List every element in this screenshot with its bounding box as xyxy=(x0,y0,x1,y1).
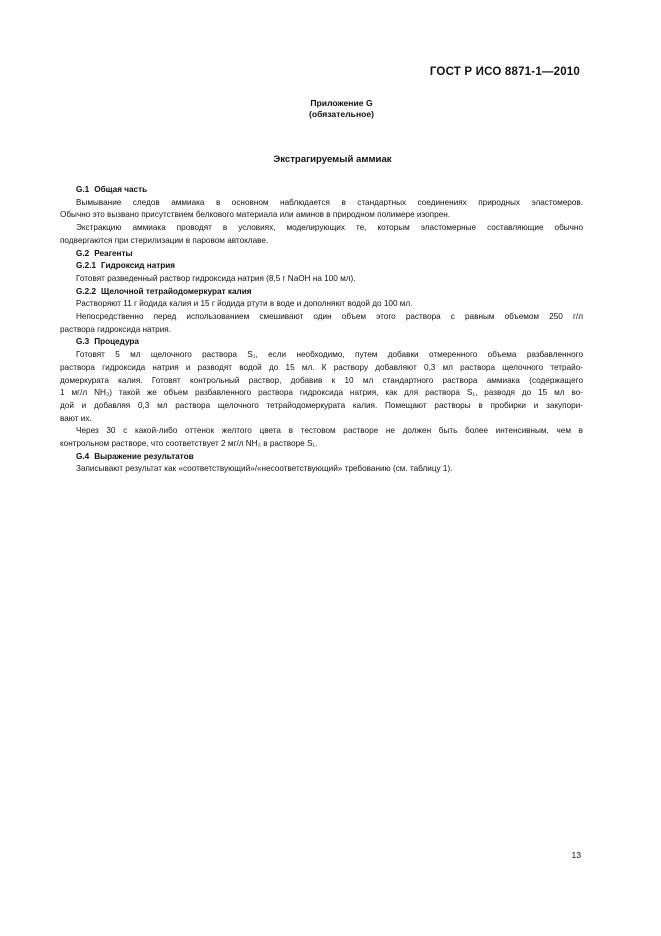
standard-code: ГОСТ Р ИСО 8871-1—2010 xyxy=(429,66,580,78)
text-line: домеркурата калия. Готовят контрольный раствор, добавив к 10 мл стандартного раствора аммиака (содержащего xyxy=(60,375,583,385)
text-line: 1 мг/л NH₃) такой же объем разбавленного раствора гидроксида натрия, как для раствора S₁, разводя до 15 мл во- xyxy=(60,388,583,398)
text-line: вают их. xyxy=(60,413,92,423)
section-heading-g4 xyxy=(60,451,583,464)
text-line: дой и добавляя 0,3 мл раствора щелочного тетрайодомеркурата калия. Помещают растворы в пробирки и закупори- xyxy=(60,400,583,410)
page-number: 13 xyxy=(571,850,581,860)
subsection-heading-g22 xyxy=(60,286,583,299)
paragraph xyxy=(60,425,583,450)
section-number: G.4 xyxy=(76,451,90,461)
section-title: Процедура xyxy=(94,337,139,347)
section-title: Реагенты xyxy=(94,248,133,258)
text-line: Через 30 с какой-либо оттенок желтого цвета в тестовом растворе не должен быть более интенсивным, чем в xyxy=(76,426,583,436)
subsection-title: Щелочной тетрайодомеркурат калия xyxy=(101,286,252,296)
text-line: раствора гидроксида натрия. xyxy=(60,324,172,334)
section-heading-g3 xyxy=(60,336,583,349)
subsection-number: G.2.1 xyxy=(76,261,97,271)
paragraph xyxy=(60,349,583,425)
paragraph xyxy=(60,222,583,247)
section-number: G.1 xyxy=(76,185,90,194)
text-line: Готовят 5 мл щелочного раствора S₁, если необходимо, путем добавки отмеренного объема разбавленного xyxy=(76,350,583,360)
text-line: Непосредственно перед использованием смешивают один объем этого раствора с равным объемом 250 г/л xyxy=(76,312,583,322)
paragraph xyxy=(60,311,583,336)
text-line: раствора гидроксида натрия и разводят водой до 15 мл. К раствору добавляют 0,3 мл раствора щелочного тетрайо- xyxy=(60,362,583,372)
paragraph: Записывают результат как «соответствующий»/«несоответствующий» требованию (см. таблицу 1). xyxy=(76,464,453,474)
section-number: G.3 xyxy=(76,337,90,347)
annex-heading xyxy=(0,98,661,120)
section-heading-g2 xyxy=(60,248,583,261)
subsection-number: G.2.2 xyxy=(76,286,97,296)
section-title: Общая часть xyxy=(94,185,148,194)
text-line: подвергаются при стерилизации в паровом автоклаве. xyxy=(60,235,269,245)
paragraph xyxy=(60,197,583,222)
paragraph: Готовят разведенный раствор гидроксида натрия (8,5 г NaOH на 100 мл). xyxy=(76,273,356,283)
text-line: Вымывание следов аммиака в основном наблюдается в стандартных соединениях природных эластомеров. xyxy=(76,197,583,207)
section-number: G.2 xyxy=(76,248,90,258)
subsection-heading-g21 xyxy=(60,260,583,273)
document-title: Экстрагируемый аммиак xyxy=(273,154,392,165)
subsection-title: Гидроксид натрия xyxy=(101,261,176,271)
paragraph: Растворяют 11 г йодида калия и 15 г йодида ртути в воде и дополняют водой до 100 мл. xyxy=(76,299,413,309)
text-line: Экстракцию аммиака проводят в условиях, моделирующих те, которым эластомерные составляющие обычно xyxy=(76,223,583,233)
text-line: Обычно это вызвано присутствием белкового материала или аминов в природном полимере изопрен. xyxy=(60,210,451,220)
section-title: Выражение результатов xyxy=(94,451,194,461)
section-heading-g1 xyxy=(60,184,583,197)
annex-label: Приложение G xyxy=(310,98,373,108)
document-body xyxy=(60,184,583,476)
text-line: контрольном растворе, что соответствует 2 мг/л NH₃ в растворе S₁. xyxy=(60,439,318,449)
annex-status: (обязательное) xyxy=(308,109,375,119)
